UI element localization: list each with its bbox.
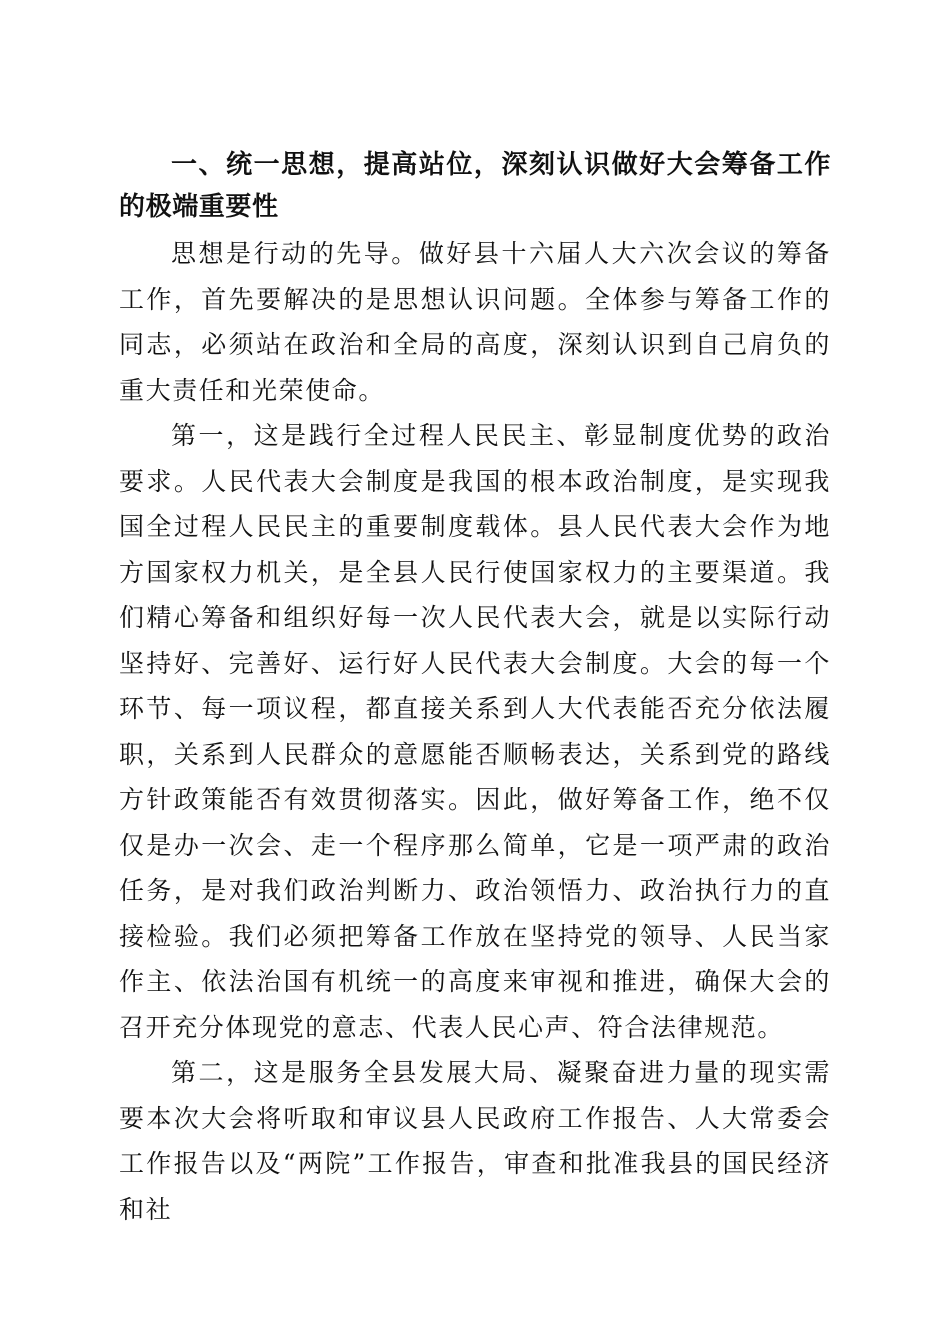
document-body [119, 144, 831, 1232]
paragraph-first-point: 第一，这是践行全过程人民民主、彰显制度优势的政治要求。人民代表大会制度是我国的根本政治制度，是实现我国全过程人民民主的重要制度载体。县人民代表大会作为地方国家权力机关，是全县人民行使国家权力的主要渠道。我们精心筹备和组织好每一次人民代表大会，就是以实际行动坚持好、完善好、运行好人民代表大会制度。大会的每一个环节、每一项议程，都直接关系到人大代表能否充分依法履职，关系到人民群众的意愿能否顺畅表达，关系到党的路线方针政策能否有效贯彻落实。因此，做好筹备工作，绝不仅仅是办一次会、走一个程序那么简单，它是一项严肃的政治任务，是对我们政治判断力、政治领悟力、政治执行力的直接检验。我们必须把筹备工作放在坚持党的领导、人民当家作主、依法治国有机统一的高度来审视和推进，确保大会的召开充分体现党的意志、代表人民心声、符合法律规范。 [119, 421, 831, 1042]
paragraph-intro: 思想是行动的先导。做好县十六届人大六次会议的筹备工作，首先要解决的是思想认识问题。全体参与筹备工作的同志，必须站在政治和全局的高度，深刻认识到自己肩负的重大责任和光荣使命。 [119, 239, 831, 405]
section-heading: 一、统一思想，提高站位，深刻认识做好大会筹备工作的极端重要性 [119, 150, 831, 222]
paragraph-second-point: 第二，这是服务全县发展大局、凝聚奋进力量的现实需要本次大会将听取和审议县人民政府工作报告、人大常委会工作报告以及“两院”工作报告，审查和批准我县的国民经济和社 [119, 1058, 831, 1224]
